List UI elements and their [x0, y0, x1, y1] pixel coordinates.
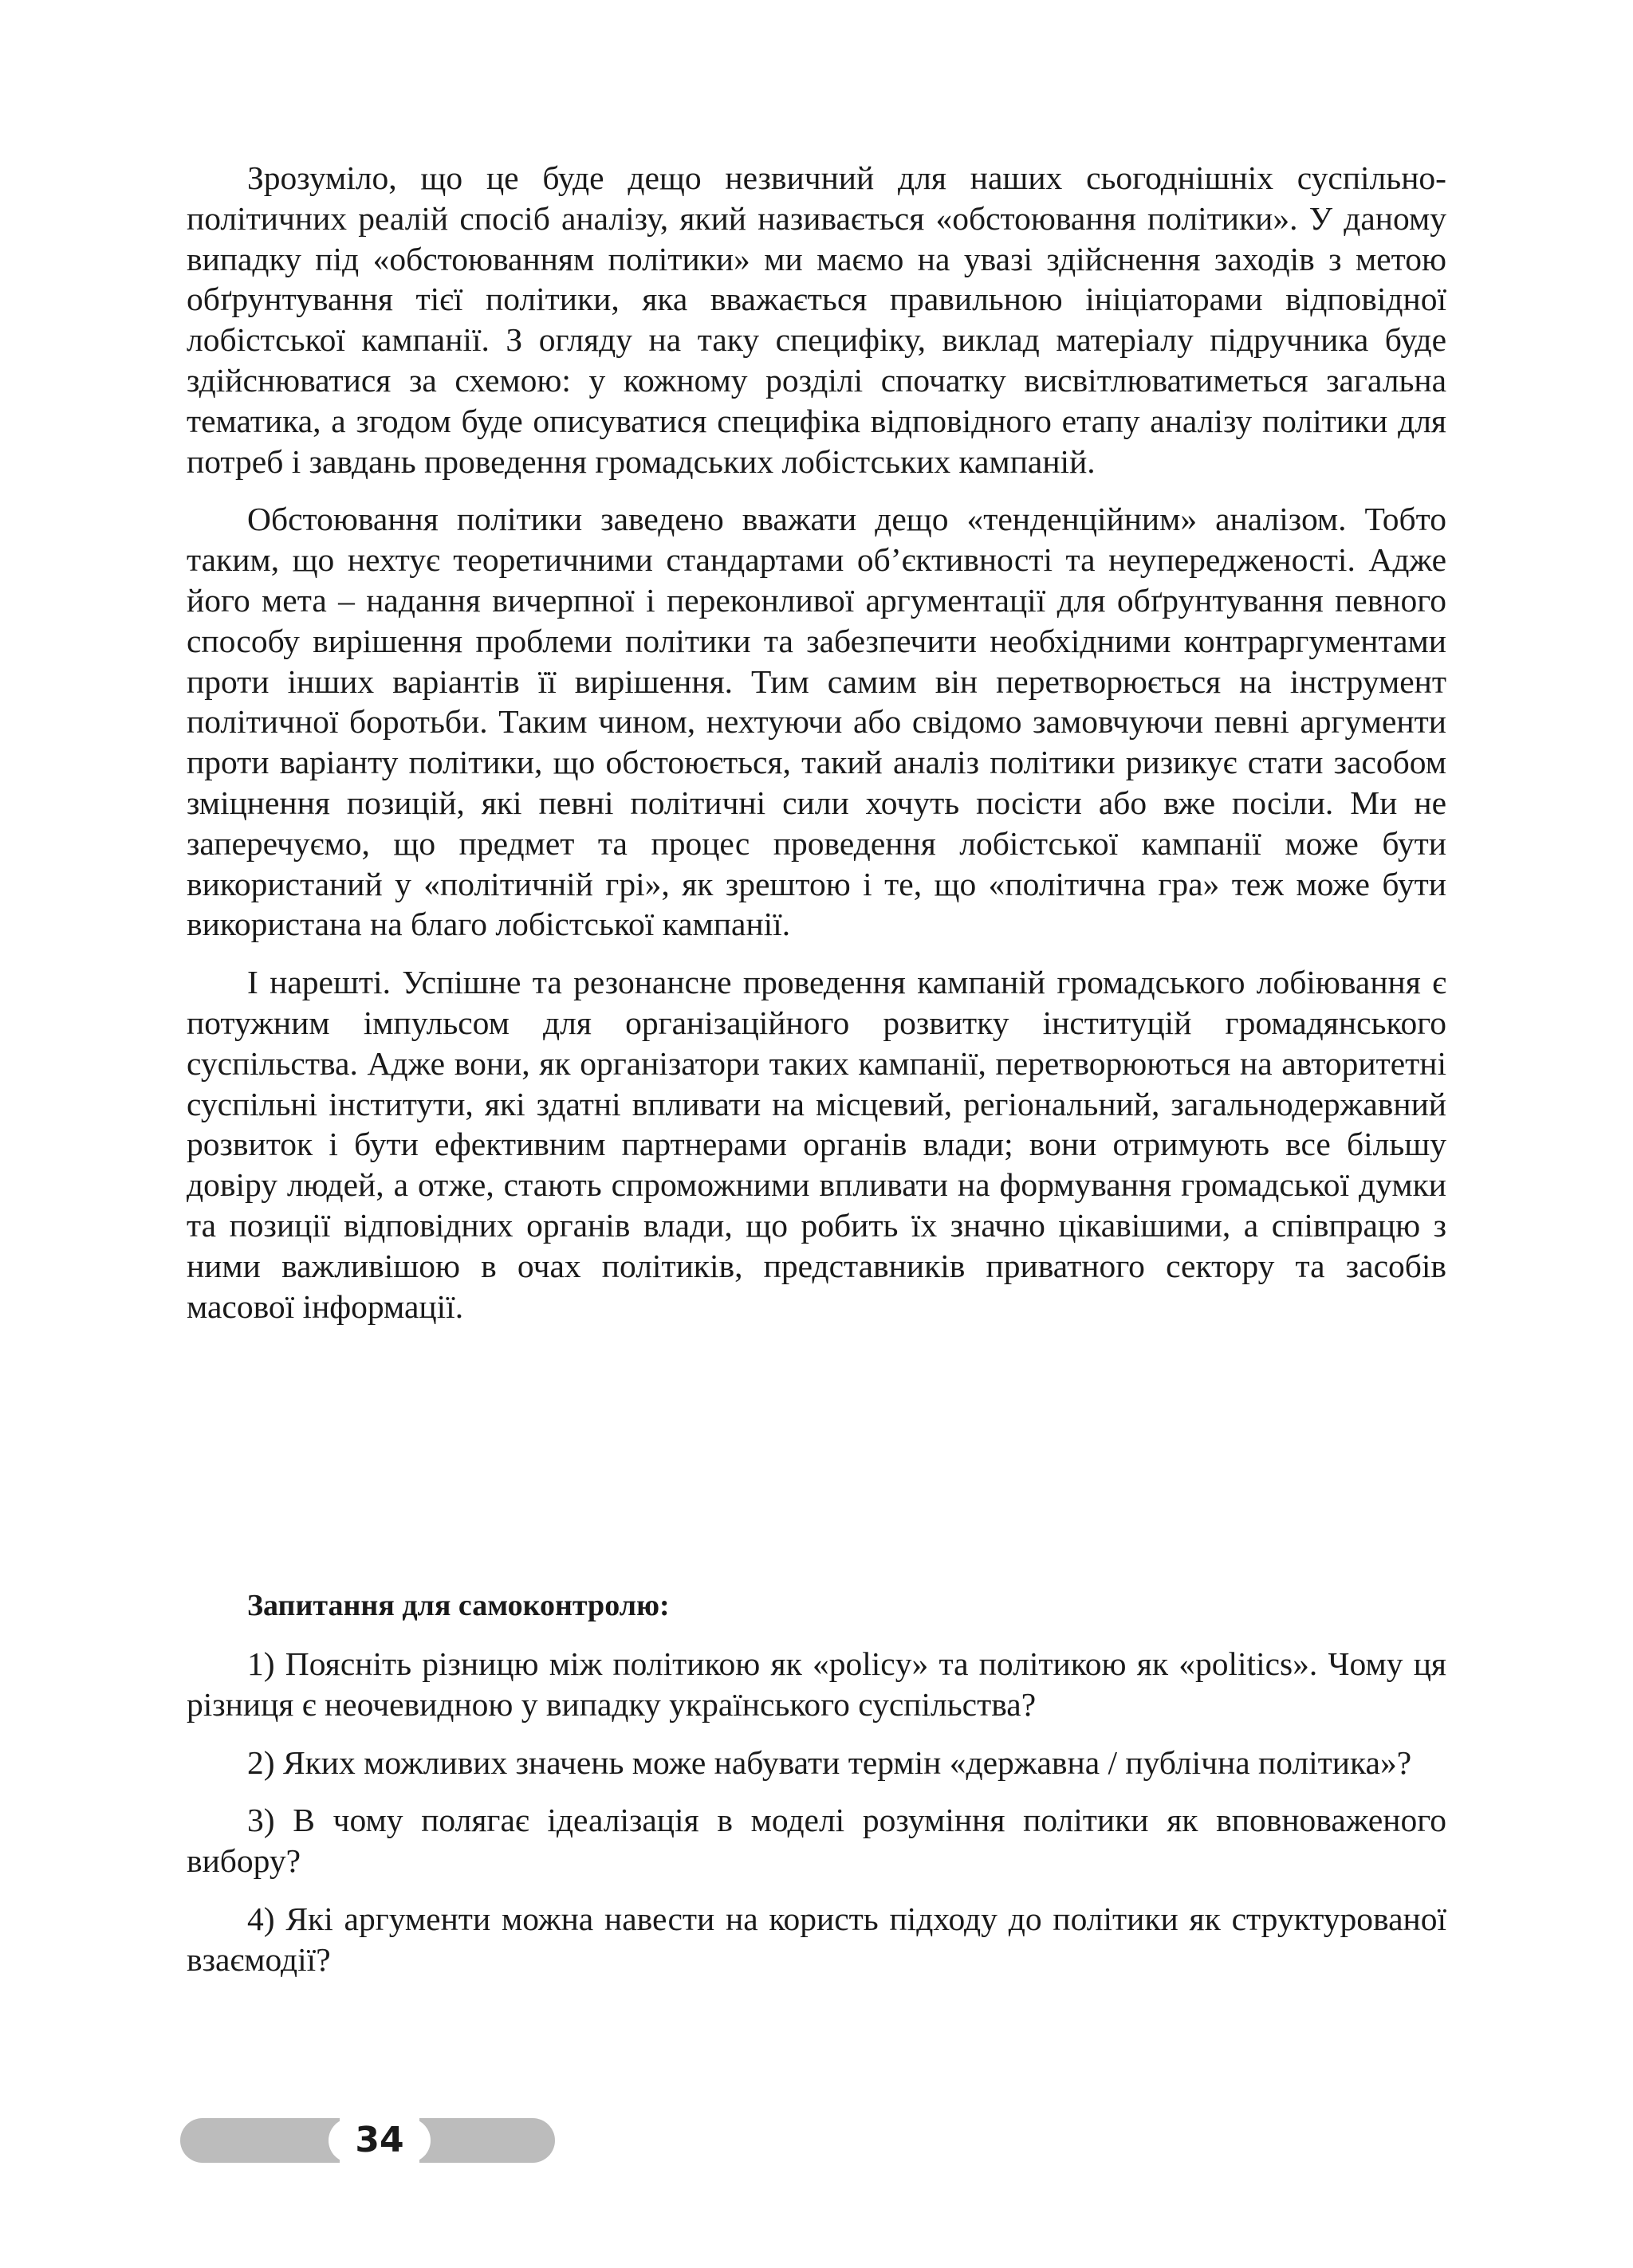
paragraph-3: І нарешті. Успішне та резонансне проведення кампаній громадського лобіювання є потужним імпульсом для організаційного розвитку інституцій громадянського суспільства. Адже вони, як організатори таких кампанії, перетворюються на авторитетні суспільні інститути, які здатні впливати на місцевий, регіональний, загальнодержавний розвиток і бути ефективним партнерами органів влади; вони отримують все більшу довіру людей, а отже, стають спроможними впливати на формування громадської думки та позиції відповідних органів влади, що робить їх значно цікавішими, а співпрацю з ними важливішою в очах політиків, представників приватного сектору та засобів масової інформації. [187, 964, 1446, 1325]
question-item-1: 1) Поясніть різницю між політикою як «policy» та політикою як «politics». Чому ця різниця є неочевидною у випадку українського суспільства? [187, 1645, 1446, 1723]
paragraph-1: Зрозуміло, що це буде дещо незвичний для наших сьогоднішніх суспільно-політичних реалій спосіб аналізу, який називається «обстоювання політики». У даному випадку під «обстоюванням політики» ми маємо на увазі здійснення заходів з метою обґрунтування тієї політики, яка вважається правильною ініціаторами відповідної лобістської кампанії. З огляду на таку специфіку, виклад матеріалу підручника буде здійснюватися за схемою: у кожному розділі спочатку висвітлюватиметься загальна тематика, а згодом буде описуватися специфіка відповідного етапу аналізу політики для потреб і завдань проведення громадських лобістських кампаній. [187, 159, 1446, 480]
page-number: 34 [329, 2118, 431, 2163]
paragraph-2: Обстоювання політики заведено вважати дещо «тенденційним» аналізом. Тобто таким, що нехтує теоретичними стандартами об’єктивності та неупередженості. Адже його мета – надання вичерпної і переконливої аргументації для обґрунтування певного способу вирішення проблеми політики та забезпечити необхідними контраргументами проти інших варіантів її вирішення. Тим самим він перетворюється на інструмент політичної боротьби. Таким чином, нехтуючи або свідомо замовчуючи певні аргументи проти варіанту політики, що обстоюється, такий аналіз політики ризикує стати засобом зміцнення позицій, які певні політичні сили хочуть посісти або вже посіли. Ми не заперечуємо, що предмет та процес проведення лобістської кампанії може бути використаний у «політичній грі», як зрештою і те, що «політична гра» теж може бути використана на благо лобістської кампанії. [187, 501, 1446, 943]
question-item-4: 4) Які аргументи можна навести на користь підходу до політики як структурованої взаємодії? [187, 1900, 1446, 1978]
page-bar-right-decoration [419, 2118, 555, 2163]
page-number-bar [180, 2118, 555, 2163]
question-item-2: 2) Яких можливих значень може набувати термін «державна / публічна політика»? [247, 1743, 1412, 1781]
question-item-3: 3) В чому полягає ідеалізація в моделі розуміння політики як вповноваженого вибору? [187, 1802, 1446, 1880]
questions-list [187, 1644, 1446, 1998]
page-bar-left-decoration [180, 2118, 340, 2163]
body-text [187, 158, 1446, 1344]
questions-heading: Запитання для самоконтролю: [247, 1589, 670, 1622]
